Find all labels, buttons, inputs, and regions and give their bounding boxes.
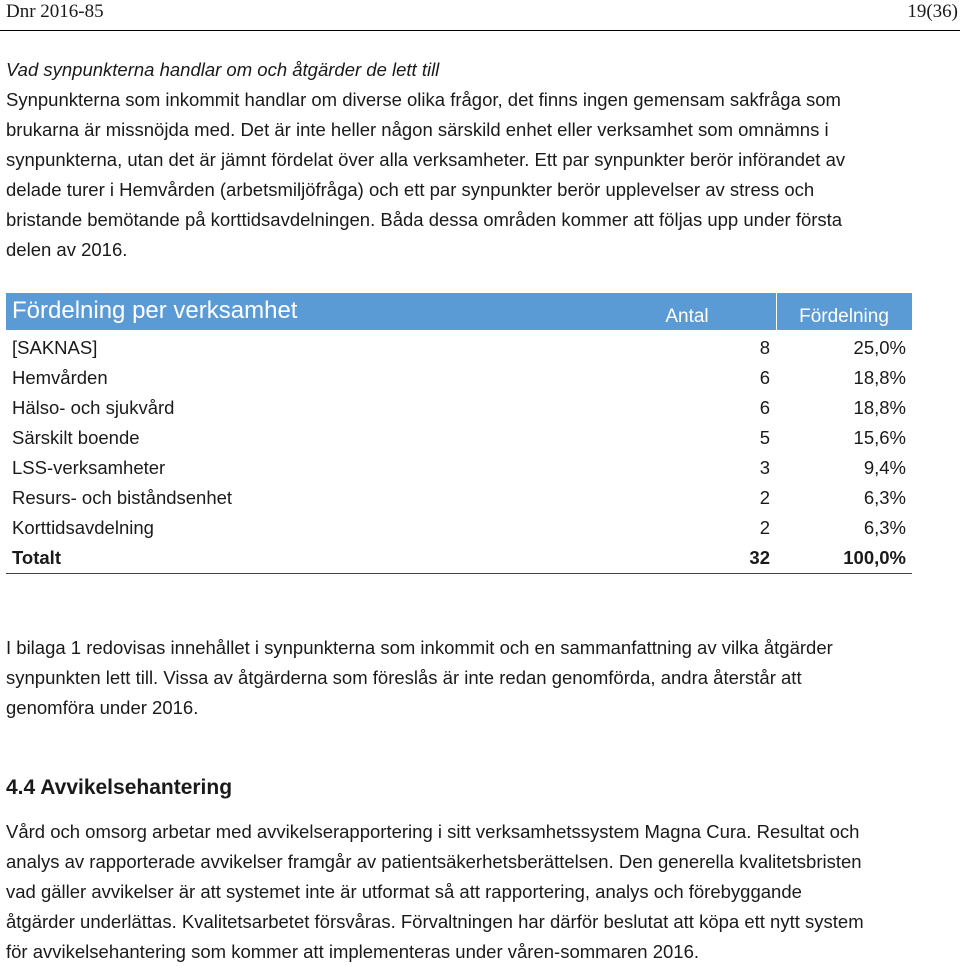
table-header — [6, 293, 912, 330]
row-name: Korttidsavdelning — [12, 517, 154, 538]
total-fordelning: 100,0% — [843, 547, 906, 568]
section-1 — [6, 55, 956, 265]
row-antal: 2 — [759, 487, 770, 508]
table-title: Fördelning per verksamhet — [12, 297, 298, 324]
total-name: Totalt — [12, 547, 61, 568]
section-1-heading: Vad synpunkterna handlar om och åtgärder de lett till — [6, 59, 440, 80]
row-name: LSS-verksamheter — [12, 457, 166, 478]
row-fordelning: 9,4% — [863, 457, 906, 478]
section-3-line: Vård och omsorg arbetar med avvikelserapportering i sitt verksamhetssystem Magna Cura. Resultat och — [6, 821, 860, 842]
section-heading-avvikelsehantering: 4.4 Avvikelsehantering — [6, 776, 233, 799]
total-antal: 32 — [749, 547, 770, 568]
header-rule — [0, 30, 960, 31]
column-header-fordelning: Fördelning — [799, 306, 889, 327]
section-1-line: brukarna är missnöjda med. Det är inte heller någon särskild enhet eller verksamhet som omnämns i — [6, 119, 829, 140]
section-3 — [6, 817, 956, 967]
page-number: 19(36) — [907, 1, 958, 22]
section-1-line: bristande bemötande på korttidsavdelningen. Båda dessa områden kommer att följas upp under första — [6, 209, 843, 230]
row-name: Hälso- och sjukvård — [12, 397, 175, 418]
section-3-line: vad gäller avvikelser är att systemet inte är utformat så att rapportering, analys och förebyggande — [6, 881, 802, 902]
section-1-line: Synpunkterna som inkommit handlar om diverse olika frågor, det finns ingen gemensam sakfråga som — [6, 89, 841, 110]
section-2-line: synpunkten lett till. Vissa av åtgärderna som föreslås är inte redan genomförda, andra återstår att — [6, 667, 802, 688]
row-fordelning: 25,0% — [853, 337, 906, 358]
section-3-line: åtgärder underlättas. Kvalitetsarbetet försvåras. Förvaltningen har därför beslutat att köpa ett nytt system — [6, 911, 864, 932]
table-row — [6, 363, 912, 393]
section-1-line: synpunkterna, utan det är jämnt fördelat över alla verksamheter. Ett par synpunkter berör införandet av — [6, 149, 846, 170]
row-name: Särskilt boende — [12, 427, 140, 448]
row-fordelning: 6,3% — [863, 517, 906, 538]
section-3-line: analys av rapporterade avvikelser framgår av patientsäkerhetsberättelsen. Den generella kvalitetsbristen — [6, 851, 862, 872]
table-total-row — [6, 543, 912, 574]
document-number: Dnr 2016-85 — [6, 1, 104, 22]
row-antal: 5 — [759, 427, 770, 448]
section-2 — [6, 633, 956, 723]
table-row — [6, 513, 912, 543]
distribution-table — [6, 293, 912, 574]
column-header-antal: Antal — [665, 306, 709, 327]
section-1-line: delade turer i Hemvården (arbetsmiljöfråga) och ett par synpunkter berör upplevelser av stress och — [6, 179, 815, 200]
row-name: [SAKNAS] — [12, 337, 98, 358]
row-antal: 2 — [759, 517, 770, 538]
row-fordelning: 18,8% — [853, 397, 906, 418]
row-fordelning: 6,3% — [863, 487, 906, 508]
row-antal: 6 — [759, 367, 770, 388]
table-row — [6, 423, 912, 453]
table-row — [6, 393, 912, 423]
row-fordelning: 18,8% — [853, 367, 906, 388]
table-row — [6, 453, 912, 483]
table-row — [6, 333, 912, 363]
section-2-line: genomföra under 2016. — [6, 697, 199, 718]
section-2-line: I bilaga 1 redovisas innehållet i synpunkterna som inkommit och en sammanfattning av vilka åtgärder — [6, 637, 833, 658]
row-name: Resurs- och biståndsenhet — [12, 487, 233, 508]
section-3-line: för avvikelsehantering som kommer att implementeras under våren-sommaren 2016. — [6, 941, 700, 962]
row-antal: 8 — [759, 337, 770, 358]
table-body — [6, 330, 912, 574]
row-fordelning: 15,6% — [853, 427, 906, 448]
table-row — [6, 483, 912, 513]
row-name: Hemvården — [12, 367, 108, 388]
row-antal: 3 — [759, 457, 770, 478]
row-antal: 6 — [759, 397, 770, 418]
section-1-line: delen av 2016. — [6, 239, 128, 260]
